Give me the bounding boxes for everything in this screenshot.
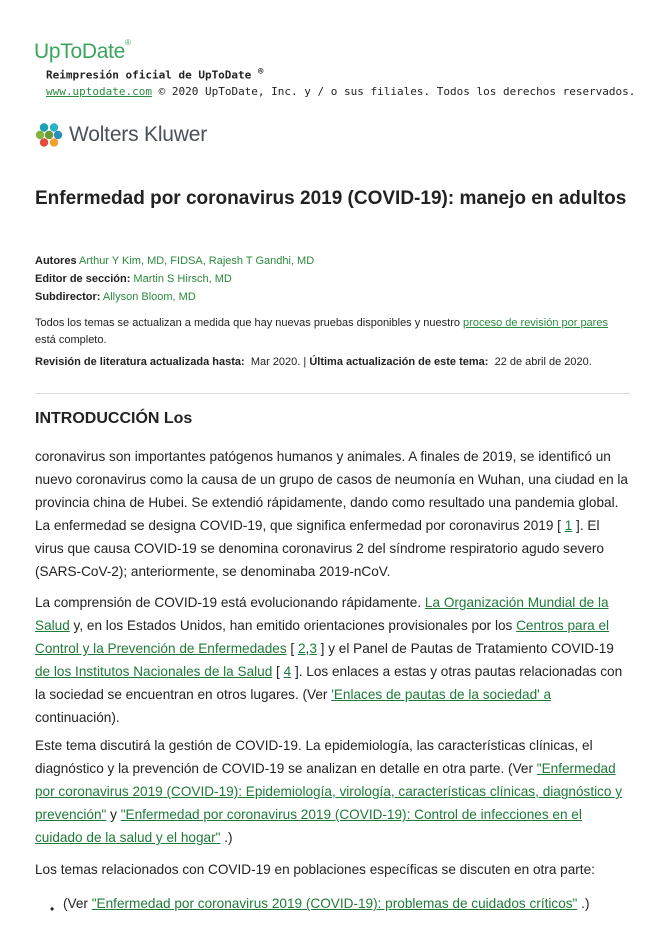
reprint-text: Reimpresión oficial de UpToDate bbox=[46, 68, 252, 82]
reference-link-1[interactable]: 1 bbox=[564, 518, 573, 533]
infection-control-topic-link[interactable]: "Enfermedad por coronavirus 2019 (COVID-19): Control de infecciones en el cuidado de la salud y el hogar" bbox=[35, 807, 582, 845]
copyright-text: © 2020 UpToDate, Inc. y / o sus filiales. Todos los derechos reservados. bbox=[158, 85, 636, 98]
p3-text-1: Este tema discutirá la gestión de COVID-19. La epidemiología, las características clínicas, el diagnóstico y la prevención de COVID-19 se analizan en detalle en otra parte. (Ver bbox=[35, 738, 593, 776]
bullet-text-1: (Ver bbox=[63, 896, 92, 911]
lit-review-label: Revisión de literatura actualizada hasta: bbox=[35, 356, 245, 368]
section-editor-label: Editor de sección: bbox=[35, 273, 131, 285]
lit-review-value: Mar 2020. bbox=[250, 356, 301, 368]
update-note bbox=[35, 315, 635, 349]
authors-label: Autores bbox=[35, 255, 77, 267]
p2-text-4: ] y el Panel de Pautas de Tratamiento COVID-19 bbox=[316, 641, 614, 656]
p2-text-2: y, en los Estados Unidos, han emitido orientaciones provisionales por los bbox=[69, 618, 517, 633]
p2-text-6: ]. Los enlaces a estas y otras pautas relacionadas con la sociedad se encuentran en otros lugares. (Ver bbox=[35, 664, 623, 702]
p2-text-5: [ bbox=[272, 664, 284, 679]
uptodate-site-link[interactable]: www.uptodate.com bbox=[46, 85, 152, 98]
deputy-editor-value[interactable]: Allyson Bloom, MD bbox=[102, 291, 196, 303]
copyright-line bbox=[46, 85, 635, 98]
section-heading: INTRODUCCIÓN Los bbox=[35, 410, 193, 427]
authors-line bbox=[35, 255, 314, 267]
section-editor-value[interactable]: Martin S Hirsch, MD bbox=[133, 273, 232, 285]
reference-link-4[interactable]: 4 bbox=[283, 664, 292, 679]
p3-text-3: .) bbox=[220, 830, 233, 845]
nih-link[interactable]: de los Institutos Nacionales de la Salud bbox=[35, 664, 273, 679]
peer-review-link[interactable]: proceso de revisión por pares bbox=[463, 317, 608, 329]
p1-text-1: coronavirus son importantes patógenos humanos y animales. A finales de 2019, se identificó un nuevo coronavirus como la causa de un grupo de casos de neumonía en Wuhan, una ciudad en la provincia china de Hubei. Se extendió rápidamente, dando como resultado una pandemia global. La enfermedad se designa COVID-19, que significa enfermedad por coronavirus 2019 [ bbox=[35, 449, 628, 533]
deputy-editor-label: Subdirector: bbox=[35, 291, 101, 303]
intro-paragraph-4: Los temas relacionados con COVID-19 en poblaciones específicas se discuten en otra parte: bbox=[35, 862, 595, 877]
bullet-text-2: .) bbox=[577, 896, 590, 911]
intro-paragraph-3 bbox=[35, 734, 630, 849]
reference-link-2[interactable]: 2 bbox=[297, 641, 306, 656]
wolters-kluwer-wordmark: Wolters Kluwer bbox=[69, 123, 208, 146]
p2-text-3: [ bbox=[286, 641, 298, 656]
article-title: Enfermedad por coronavirus 2019 (COVID-19): manejo en adultos bbox=[35, 188, 627, 209]
reprint-notice bbox=[46, 67, 263, 82]
intro-paragraph-1 bbox=[35, 445, 630, 583]
p1-text-2: ]. El virus que causa COVID-19 se denomina coronavirus 2 del síndrome respiratorio agudo severo (SARS-CoV-2); anteriormente, se denominaba 2019-nCoV. bbox=[35, 518, 604, 579]
deputy-editor-line bbox=[35, 291, 196, 303]
uptodate-logo bbox=[34, 40, 131, 64]
wolters-kluwer-globe-icon bbox=[35, 121, 63, 149]
authors-value[interactable]: Arthur Y Kim, MD, FIDSA, Rajesh T Gandhi, MD bbox=[79, 255, 315, 267]
update-note-end: está completo. bbox=[35, 334, 107, 346]
divider bbox=[35, 393, 630, 394]
epidemiology-topic-link[interactable]: "Enfermedad por coronavirus 2019 (COVID-19): Epidemiología, virología, características clínicas, diagnóstico y prevención" bbox=[35, 761, 623, 822]
cdc-link[interactable]: Centros para el Control y la Prevención de Enfermedades bbox=[35, 618, 610, 656]
p3-text-2: y bbox=[106, 807, 121, 822]
society-guidelines-link[interactable]: 'Enlaces de pautas de la sociedad' a bbox=[331, 687, 552, 702]
p2-text-1: La comprensión de COVID-19 está evolucionando rápidamente. bbox=[35, 595, 425, 610]
p2-text-7: continuación). bbox=[35, 710, 120, 725]
update-note-text: Todos los temas se actualizan a medida que hay nuevas pruebas disponibles y nuestro bbox=[35, 317, 460, 329]
wolters-kluwer-logo bbox=[35, 120, 207, 150]
critical-care-topic-link[interactable]: "Enfermedad por coronavirus 2019 (COVID-19): problemas de cuidados críticos" bbox=[91, 896, 578, 911]
who-link[interactable]: La Organización Mundial de la Salud bbox=[35, 595, 609, 633]
reprint-registered-mark: ® bbox=[257, 67, 264, 77]
intro-paragraph-2 bbox=[35, 591, 630, 729]
last-update-value: 22 de abril de 2020. bbox=[494, 356, 592, 368]
p2-comma: , bbox=[305, 641, 310, 656]
separator: | bbox=[303, 356, 307, 368]
registered-mark: ® bbox=[124, 38, 131, 47]
review-dates bbox=[35, 356, 592, 368]
last-update-label: Última actualización de este tema: bbox=[309, 356, 489, 368]
reference-link-3[interactable]: 3 bbox=[309, 641, 317, 656]
uptodate-brand: UpToDate bbox=[34, 40, 125, 63]
list-item bbox=[63, 892, 633, 915]
bullet-dot: • bbox=[50, 902, 55, 916]
section-editor-line bbox=[35, 273, 232, 285]
